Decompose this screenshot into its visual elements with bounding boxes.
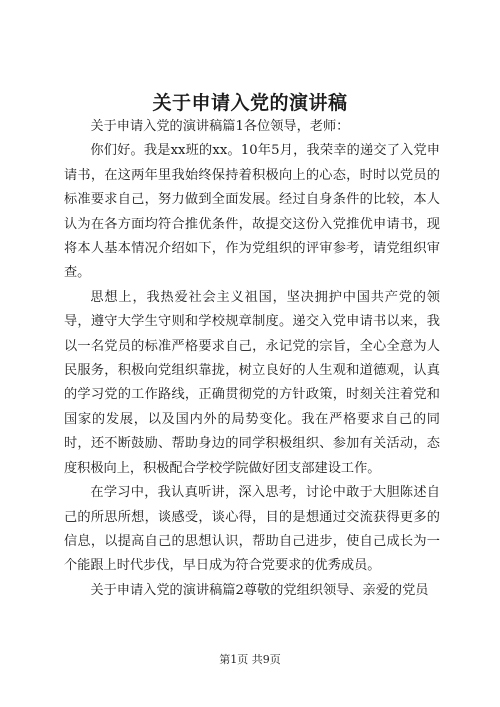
paragraph: 你们好。我是xx班的xx。10年5月，我荣幸的递交了入党申请书，在这两年里我始终保持着积极向上的心态，时时以党员的标准要求自己，努力做到全面发展。经过自身条件的比较，本人认为在各方面均符合推优条件，故提交这份入党推优申请书，现将本人基本情况介绍如下，作为党组织的评审参考，请党组织审查。 bbox=[64, 143, 440, 281]
document-title: 关于申请入党的演讲稿 bbox=[152, 92, 348, 114]
page-number-footer: 第1页 共9页 bbox=[219, 653, 281, 666]
paragraph: 在学习中，我认真听讲，深入思考，讨论中敢于大胆陈述自己的所思所想，谈感受，谈心得，目的是想通过交流获得更多的信息，以提高自己的思想认识，帮助自己进步，使自己成长为一个能跟上时代步伐，早日成为符合党要求的优秀成员。 bbox=[64, 485, 440, 574]
paragraph: 思想上，我热爱社会主义祖国，坚决拥护中国共产党的领导，遵守大学生守则和学校规章制度。递交入党申请书以来，我以一名党员的标准严格要求自己，永记党的宗旨，全心全意为人民服务，积极向党组织靠拢，树立良好的人生观和道德观，认真的学习党的工作路线，正确贯彻党的方针政策，时刻关注着党和国家的发展，以及国内外的局势变化。我在严格要求自己的同时，还不断鼓励、帮助身边的同学积极组织、参加有关活动，态度积极向上，积极配合学校学院做好团支部建设工作。 bbox=[64, 289, 440, 476]
paragraph: 关于申请入党的演讲稿篇1各位领导，老师： bbox=[90, 119, 350, 134]
paragraph: 关于申请入党的演讲稿篇2尊敬的党组织领导、亲爱的党员 bbox=[90, 582, 429, 598]
document-body bbox=[64, 115, 440, 603]
